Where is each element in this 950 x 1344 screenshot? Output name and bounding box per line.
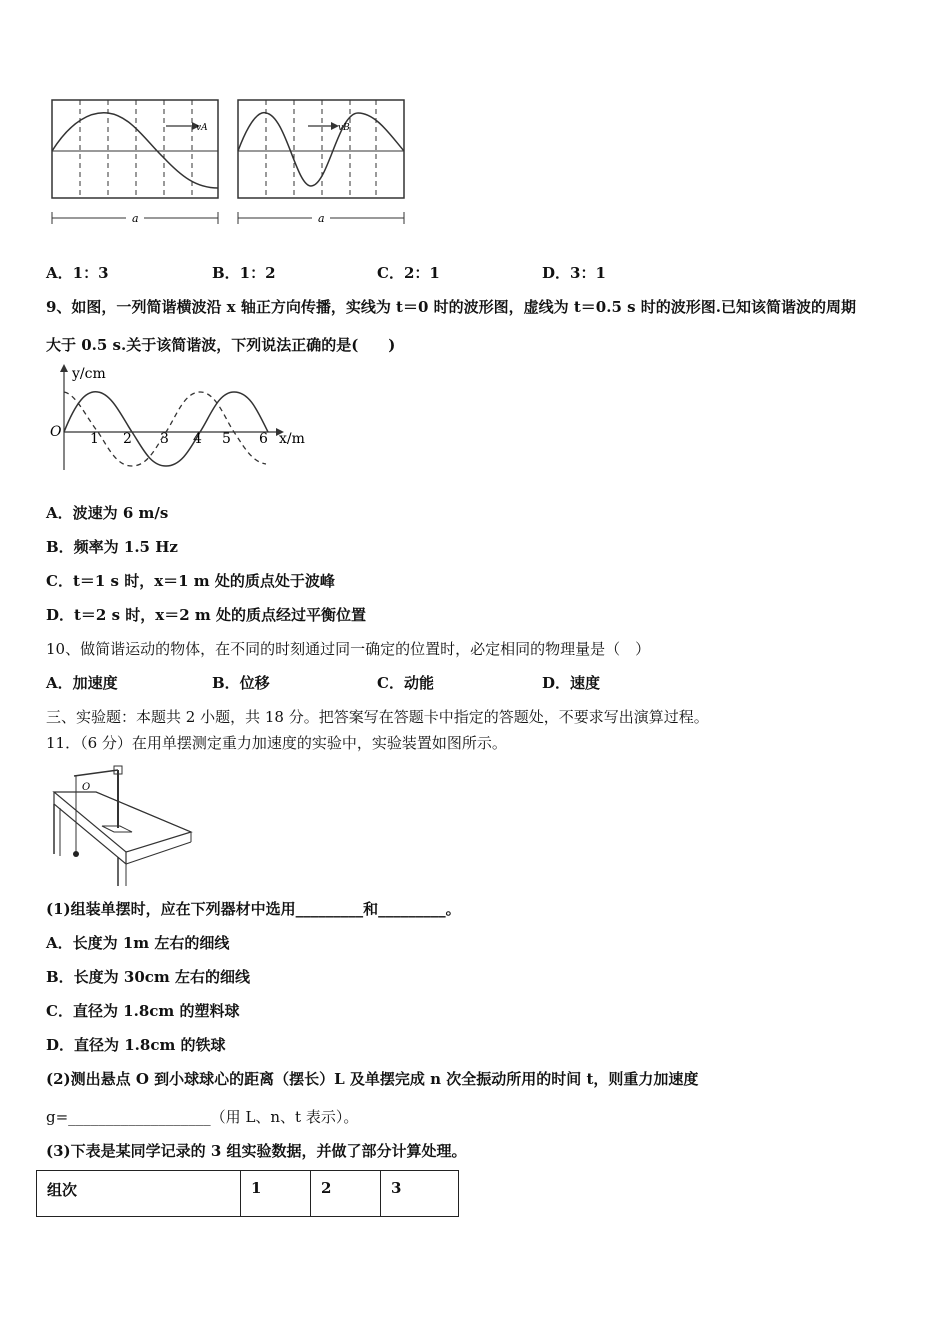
q10-stem: 10、做简谐运动的物体，在不同的时刻通过同一确定的位置时，必定相同的物理量是（ ） xyxy=(46,640,651,658)
q11-option-b: B．长度为 30cm 左右的细线 xyxy=(46,968,251,986)
x-tick-6: 6 xyxy=(259,431,268,447)
q11-part2-formula: g=___________________（用 L、n、t 表示）。 xyxy=(46,1108,359,1126)
table-header-2: 2 xyxy=(311,1171,381,1217)
q8-option-c: C．2：1 xyxy=(377,264,440,282)
q10-option-b: B．位移 xyxy=(212,674,270,692)
x-tick-1: 1 xyxy=(90,431,99,447)
experiment-data-table xyxy=(36,1170,459,1217)
q10-option-a: A．加速度 xyxy=(46,674,118,692)
table-row xyxy=(37,1171,459,1217)
origin-label: O xyxy=(50,424,62,440)
q9-option-a: A．波速为 6 m/s xyxy=(46,504,169,522)
x-tick-2: 2 xyxy=(123,431,132,447)
q11-stem: 11．（6 分）在用单摆测定重力加速度的实验中，实验装置如图所示。 xyxy=(46,734,507,752)
scale-label-a-right: a xyxy=(318,212,325,225)
x-tick-4: 4 xyxy=(193,431,202,447)
section3-heading: 三、实验题：本题共 2 小题，共 18 分。把答案写在答题卡中指定的答题处，不要求写出演算过程。 xyxy=(46,708,709,726)
table-header-1: 1 xyxy=(241,1171,311,1217)
q9-option-c: C．t＝1 s 时，x＝1 m 处的质点处于波峰 xyxy=(46,572,335,590)
x-ticks xyxy=(90,431,268,447)
q9-stem-line2: 大于 0.5 s.关于该简谐波，下列说法正确的是( ) xyxy=(46,336,396,354)
x-tick-5: 5 xyxy=(222,431,231,447)
q9-wave-graph xyxy=(46,362,316,474)
pendulum-apparatus-figure xyxy=(46,760,196,888)
table-header-3: 3 xyxy=(381,1171,459,1217)
q11-option-a: A．长度为 1m 左右的细线 xyxy=(46,934,230,952)
table-header-group: 组次 xyxy=(37,1171,241,1217)
q11-option-c: C．直径为 1.8cm 的塑料球 xyxy=(46,1002,240,1020)
q11-part2: (2)测出悬点 O 到小球球心的距离（摆长）L 及单摆完成 n 次全振动所用的时间 t，则重力加速度 xyxy=(46,1070,699,1088)
va-label: vA xyxy=(196,123,208,133)
y-axis-label: y/cm xyxy=(72,366,106,382)
q10-option-c: C．动能 xyxy=(377,674,434,692)
q11-part1: (1)组装单摆时，应在下列器材中选用_________和_________。 xyxy=(46,900,461,918)
q8-option-a: A．1：3 xyxy=(46,264,109,282)
q9-option-b: B．频率为 1.5 Hz xyxy=(46,538,178,556)
q9-option-d: D．t＝2 s 时，x＝2 m 处的质点经过平衡位置 xyxy=(46,606,366,624)
vb-label: vB xyxy=(338,123,350,133)
x-axis-label: x/m xyxy=(279,431,305,447)
pivot-label-o: O xyxy=(82,782,91,793)
q10-option-d: D．速度 xyxy=(542,674,601,692)
q9-stem-line1: 9、如图，一列简谐横波沿 x 轴正方向传播，实线为 t＝0 时的波形图，虚线为 t＝0.5 s 时的波形图.已知该简谐波的周期 xyxy=(46,298,856,316)
q11-option-d: D．直径为 1.8cm 的铁球 xyxy=(46,1036,226,1054)
q11-part3: (3)下表是某同学记录的 3 组实验数据，并做了部分计算处理。 xyxy=(46,1142,467,1160)
scale-label-a-left: a xyxy=(132,212,139,225)
x-tick-3: 3 xyxy=(160,431,169,447)
q8-option-d: D．3：1 xyxy=(542,264,606,282)
wave-comparison-figure xyxy=(46,96,412,231)
q8-option-b: B．1：2 xyxy=(212,264,276,282)
